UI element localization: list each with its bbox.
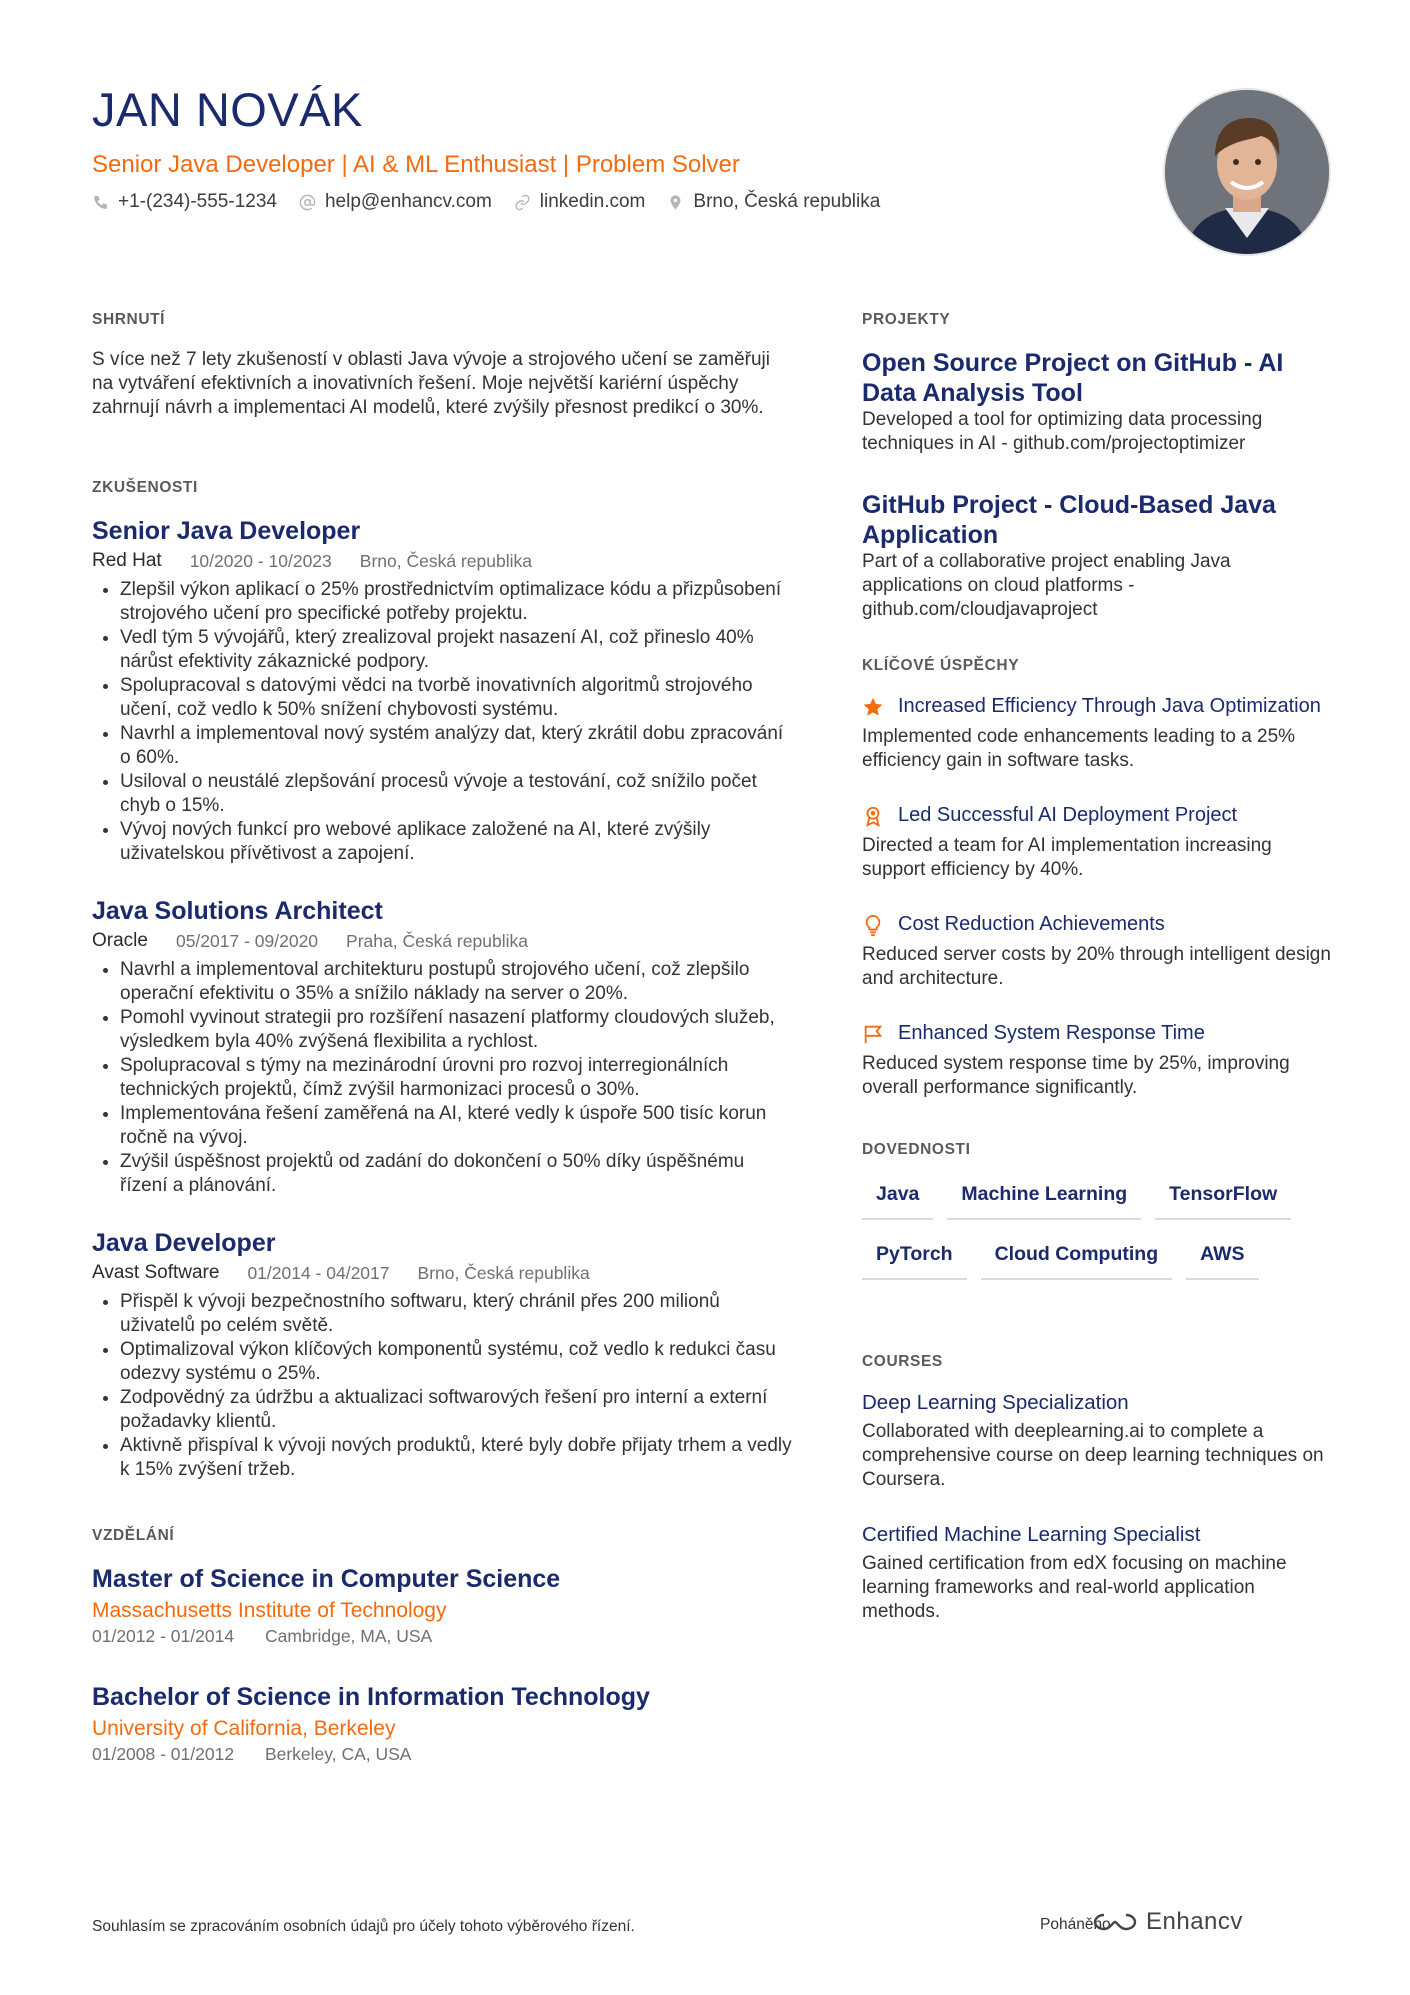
lightbulb-icon (862, 914, 884, 936)
education-location: Berkeley, CA, USA (264, 1744, 412, 1764)
course-entry (862, 1390, 1332, 1492)
school-name: University of California, Berkeley (92, 1717, 396, 1740)
job-title: Java Developer (92, 1229, 276, 1257)
job-entry (92, 516, 792, 866)
contact-phone[interactable] (92, 189, 277, 215)
summary-section (92, 310, 792, 420)
job-bullets (92, 578, 792, 866)
job-bullet: • Usiloval o neustálé zlepšování procesů vývoje a testování, což snížilo počet chyb o 15%. (120, 770, 792, 818)
skill-tag: AWS (1186, 1238, 1258, 1280)
job-bullet: • Vývoj nových funkcí pro webové aplikace založené na AI, které zvýšily uživatelskou přívětivost a zapojení. (120, 818, 792, 866)
education-entry (92, 1682, 792, 1766)
job-bullet: • Zvýšil úspěšnost projektů od zadání do dokončení o 50% díky úspěšnému řízení a plánování. (120, 1150, 792, 1198)
job-meta (92, 548, 792, 574)
course-title: Certified Machine Learning Specialist (862, 1523, 1201, 1546)
courses-heading: COURSES (862, 1353, 943, 1370)
job-bullet: • Navrhl a implementoval architekturu postupů strojového učení, což zlepšilo operační efektivitu o 35% a snížilo náklady na server o 20%. (120, 958, 792, 1006)
skills-heading: DOVEDNOSTI (862, 1141, 971, 1158)
project-title: Open Source Project on GitHub - AI Data Analysis Tool (862, 349, 1284, 407)
job-title: Senior Java Developer (92, 517, 361, 545)
candidate-name: JAN NOVÁK (92, 83, 363, 136)
achievement-entry (862, 912, 1332, 991)
job-bullet: • Vedl tým 5 vývojářů, který zrealizoval projekt nasazení AI, což přineslo 40% nárůst efektivity zákaznické podpory. (120, 626, 792, 674)
avatar-illustration (1165, 90, 1329, 254)
brand-name: Enhancv (1146, 1908, 1243, 1935)
phone-text: +1-(234)-555-1234 (118, 191, 277, 212)
project-description: Part of a collaborative project enabling Java applications on cloud platforms - github.com/cloudjavaproject (862, 551, 1231, 620)
skill-tag: TensorFlow (1155, 1178, 1291, 1220)
achievement-description: Reduced system response time by 25%, improving overall performance significantly. (862, 1053, 1290, 1098)
achievement-title: Enhanced System Response Time (898, 1022, 1205, 1044)
job-bullet: • Spolupracoval s týmy na mezinárodní úrovni pro rozvoj interregionálních technických projektů, čímž zvýšil harmonizaci procesů o 30%. (120, 1054, 792, 1102)
project-entry (862, 490, 1332, 622)
powered-by-label: Poháněno (1040, 1916, 1111, 1933)
star-icon (862, 696, 884, 718)
summary-text: S více než 7 lety zkušeností v oblasti Java vývoje a strojového učení se zaměřuji na vytváření efektivních a inovativních řešení. Moje největší kariérní úspěchy zahrnují návrh a implementaci AI modelů, které zvýšily přesnost predikcí o 30%. (92, 349, 770, 418)
education-meta (92, 1742, 792, 1766)
course-description: Collaborated with deeplearning.ai to complete a comprehensive course on deep learning techniques on Coursera. (862, 1421, 1324, 1490)
job-bullet: • Pomohl vyvinout strategii pro rozšíření nasazení platformy cloudových služeb, výsledkem byla 40% zvýšená flexibilita a rychlost. (120, 1006, 792, 1054)
job-entry (92, 1228, 792, 1482)
job-title: Java Solutions Architect (92, 897, 383, 925)
job-bullet: • Navrhl a implementoval nový systém analýzy dat, který zkrátil dobu zpracování o 60%. (120, 722, 792, 770)
job-meta (92, 1260, 792, 1286)
job-bullet: • Aktivně přispíval k vývoji nových produktů, které byly dobře přijaty trhem a vedly k 15% zvýšení tržeb. (120, 1434, 792, 1482)
job-bullet: • Zlepšil výkon aplikací o 25% prostřednictvím optimalizace kódu a přizpůsobení strojového učení pro specifické potřeby projektu. (120, 578, 792, 626)
skills-list (862, 1178, 1332, 1298)
contact-email[interactable] (299, 189, 492, 215)
skills-section (862, 1140, 1332, 1298)
degree-title: Master of Science in Computer Science (92, 1565, 561, 1593)
skill-tag: Cloud Computing (981, 1238, 1173, 1280)
candidate-title: Senior Java Developer | AI & ML Enthusiast | Problem Solver (92, 151, 740, 178)
email-text: help@enhancv.com (324, 191, 492, 212)
achievement-title: Increased Efficiency Through Java Optimization (898, 695, 1321, 717)
education-meta (92, 1624, 792, 1648)
project-description: Developed a tool for optimizing data processing techniques in AI - github.com/projectoptimizer (862, 409, 1263, 454)
award-icon (862, 805, 884, 827)
right-column (862, 310, 1332, 1654)
job-company: Oracle (92, 930, 148, 951)
job-location: Brno, Česká republika (359, 551, 532, 571)
job-bullet: • Implementována řešení zaměřená na AI, které vedly k úspoře 500 tisíc korun ročně na vývoj. (120, 1102, 792, 1150)
flag-icon (862, 1023, 884, 1045)
job-dates: 05/2017 - 09/2020 (175, 931, 319, 951)
job-bullet: • Přispěl k vývoji bezpečnostního softwaru, který chránil přes 200 milionů uživatelů po celém světě. (120, 1290, 792, 1338)
skill-tag: Machine Learning (947, 1178, 1141, 1220)
job-company: Avast Software (92, 1262, 220, 1283)
course-title: Deep Learning Specialization (862, 1391, 1129, 1414)
job-meta (92, 928, 792, 954)
job-bullet: • Zodpovědný za údržbu a aktualizaci softwarových řešení pro interní a externí požadavky klientů. (120, 1386, 792, 1434)
footer (92, 1908, 1332, 1944)
location-text: Brno, Česká republika (693, 191, 881, 212)
job-bullets (92, 1290, 792, 1482)
job-dates: 01/2014 - 04/2017 (247, 1263, 390, 1283)
left-column (92, 310, 792, 1800)
resume-header (92, 82, 1142, 215)
education-location: Cambridge, MA, USA (264, 1626, 433, 1646)
education-section (92, 1526, 792, 1766)
achievement-entry (862, 803, 1332, 882)
skill-tag: Java (862, 1178, 933, 1220)
skill-tag: PyTorch (862, 1238, 967, 1280)
linkedin-text: linkedin.com (539, 191, 646, 212)
job-entry (92, 896, 792, 1198)
experience-section (92, 478, 792, 1482)
job-bullet: • Optimalizoval výkon klíčových komponentů systému, což vedlo k redukci času odezvy systému o 25%. (120, 1338, 792, 1386)
summary-heading: SHRNUTÍ (92, 311, 166, 328)
job-location: Praha, Česká republika (346, 931, 528, 951)
achievements-section (862, 656, 1332, 1100)
job-bullets (92, 958, 792, 1198)
project-title: GitHub Project - Cloud-Based Java Application (862, 491, 1276, 549)
achievement-description: Implemented code enhancements leading to a 25% efficiency gain in software tasks. (862, 726, 1296, 771)
project-entry (862, 348, 1332, 456)
profile-photo (1163, 88, 1331, 256)
degree-title: Bachelor of Science in Information Technology (92, 1683, 650, 1711)
job-location: Brno, Česká republika (417, 1263, 590, 1283)
link-icon (514, 194, 531, 211)
achievement-description: Reduced server costs by 20% through intelligent design and architecture. (862, 944, 1331, 989)
contact-linkedin[interactable] (514, 189, 646, 215)
brand-logo[interactable] (1092, 1908, 1243, 1936)
location-pin-icon (667, 194, 684, 211)
achievements-heading: KLÍČOVÉ ÚSPĚCHY (862, 657, 1020, 674)
course-description: Gained certification from edX focusing on machine learning frameworks and real-world application methods. (862, 1553, 1287, 1622)
projects-heading: PROJEKTY (862, 311, 951, 328)
enhancv-logo-icon (1092, 1909, 1138, 1935)
achievement-title: Led Successful AI Deployment Project (898, 804, 1238, 826)
achievement-description: Directed a team for AI implementation increasing support efficiency by 40%. (862, 835, 1272, 880)
job-bullet: • Spolupracoval s datovými vědci na tvorbě inovativních algoritmů strojového učení, což vedlo k 50% snížení chybovosti systému. (120, 674, 792, 722)
courses-section (862, 1352, 1332, 1624)
at-icon (299, 194, 316, 211)
education-dates: 01/2008 - 01/2012 (92, 1744, 235, 1764)
projects-section (862, 310, 1332, 622)
phone-icon (92, 194, 109, 211)
contact-location (667, 189, 880, 215)
school-name: Massachusetts Institute of Technology (92, 1599, 447, 1622)
consent-text: Souhlasím se zpracováním osobních údajů pro účely tohoto výběrového řízení. (92, 1918, 635, 1935)
job-company: Red Hat (92, 550, 162, 571)
achievement-entry (862, 694, 1332, 773)
achievement-entry (862, 1021, 1332, 1100)
job-dates: 10/2020 - 10/2023 (189, 551, 332, 571)
education-heading: VZDĚLÁNÍ (92, 1527, 175, 1544)
education-dates: 01/2012 - 01/2014 (92, 1626, 235, 1646)
achievement-title: Cost Reduction Achievements (898, 913, 1165, 935)
contact-bar (92, 189, 1142, 215)
course-entry (862, 1522, 1332, 1624)
education-entry (92, 1564, 792, 1648)
experience-heading: ZKUŠENOSTI (92, 479, 198, 496)
